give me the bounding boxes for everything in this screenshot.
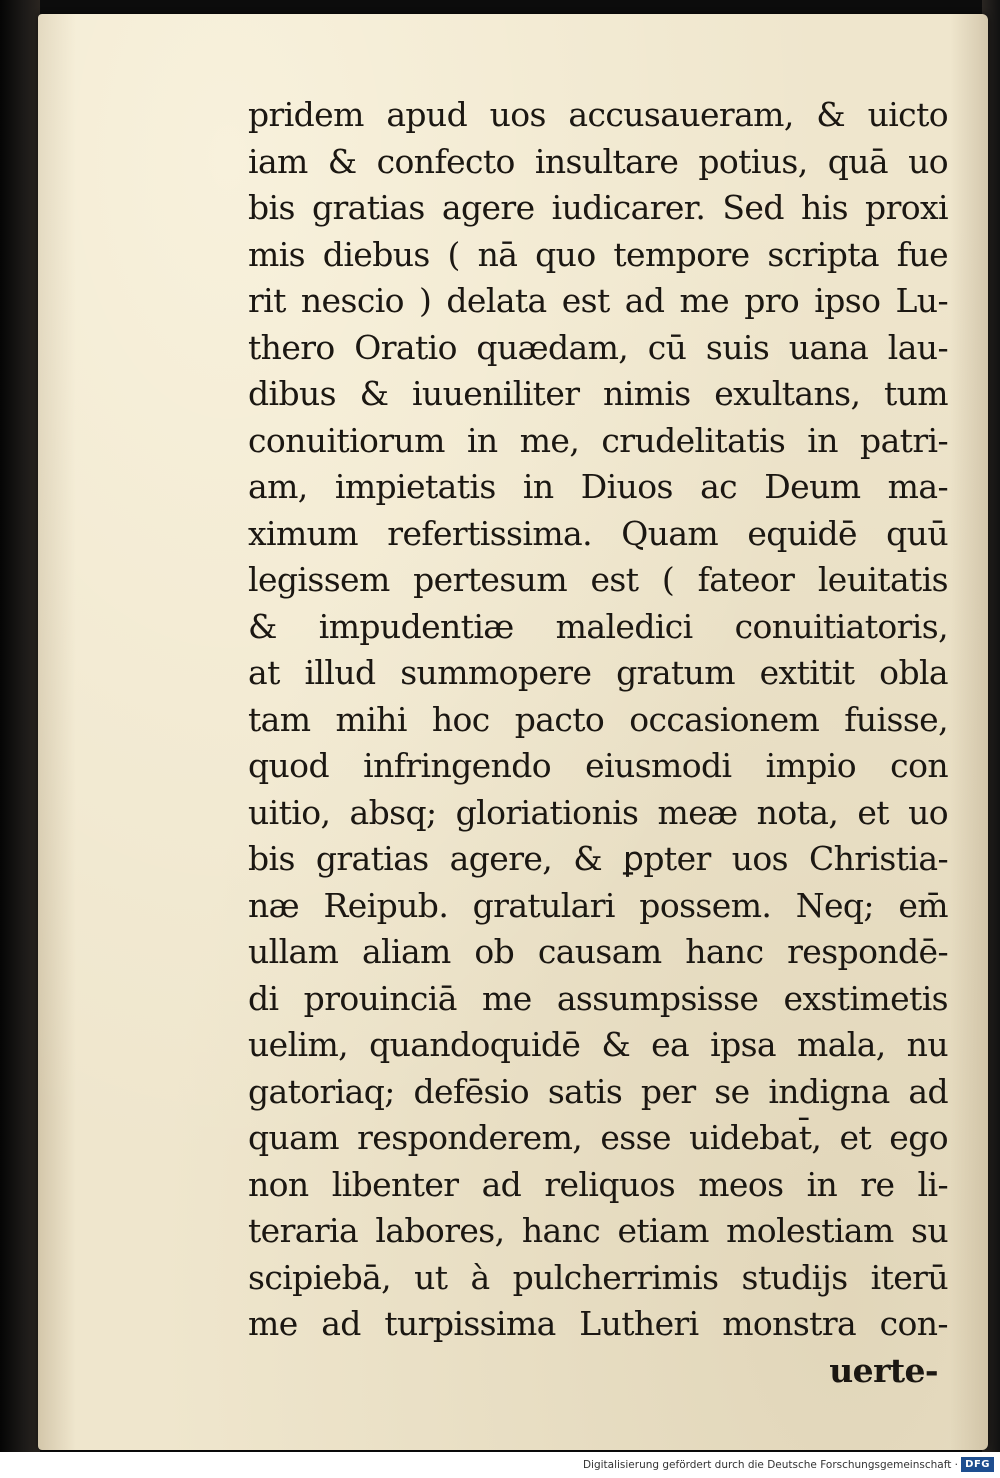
dfg-logo-icon: DFG bbox=[961, 1457, 994, 1472]
text-line-13: at illud summopere gratum extitit obla bbox=[248, 653, 948, 692]
text-line-10: ximum refertissima. Quam equidē quū bbox=[248, 513, 948, 553]
text-line-9: am, impietatis in Diuos ac Deum ma- bbox=[248, 467, 948, 506]
text-line-19: ullam aliam ob causam hanc respondē- bbox=[248, 932, 948, 971]
text-line-25: teraria labores, hanc etiam molestiam su bbox=[248, 1211, 948, 1250]
catchword: uerte- bbox=[829, 1350, 938, 1390]
book-page bbox=[38, 14, 988, 1450]
text-line-8: conuitiorum in me, crudelitatis in patri- bbox=[248, 420, 948, 460]
text-line-5: rit nescio ) delata est ad me pro ipso Lu- bbox=[248, 281, 948, 320]
text-line-6: thero Oratio quædam, cū suis uana lau- bbox=[248, 327, 948, 367]
text-line-12: & impudentiæ maledici conuitiatoris, bbox=[248, 606, 948, 646]
text-line-21: uelim, quandoquidē & ea ipsa mala, nu bbox=[248, 1025, 948, 1064]
text-line-11: legissem pertesum est ( fateor leuitatis bbox=[248, 560, 948, 599]
text-line-17: bis gratias agere, & ꝑpter uos Christia- bbox=[248, 839, 948, 878]
text-line-27: me ad turpissima Lutheri monstra con- bbox=[248, 1304, 948, 1343]
text-line-23: quam responderem, esse uidebat̄, et ego bbox=[248, 1118, 948, 1157]
text-line-7: dibus & iuueniliter nimis exultans, tum bbox=[248, 374, 948, 413]
text-line-3: bis gratias agere iudicarer. Sed his proxi bbox=[248, 188, 948, 227]
book-spine-edge bbox=[0, 0, 40, 1478]
text-line-1: pridem apud uos accusaueram, & uicto bbox=[248, 95, 948, 134]
text-line-24: non libenter ad reliquos meos in re li- bbox=[248, 1164, 948, 1204]
page-text-block bbox=[248, 92, 948, 1394]
text-line-20: di prouinciā me assumpsisse exstimetis bbox=[248, 978, 948, 1018]
text-line-26: scipiebā, ut à pulcherrimis studijs iterū bbox=[248, 1257, 948, 1297]
text-line-22: gatoriaq; defēsio satis per se indigna ad bbox=[248, 1071, 948, 1111]
text-line-2: iam & confecto insultare potius, quā uo bbox=[248, 141, 948, 181]
text-line-16: uitio, absq; gloriationis meæ nota, et uo bbox=[248, 792, 948, 832]
text-line-18: næ Reipub. gratulari possem. Neq; em̄ bbox=[248, 885, 948, 925]
funding-credit: Digitalisierung gefördert durch die Deutsche Forschungsgemeinschaft · bbox=[582, 1459, 958, 1471]
text-line-15: quod infringendo eiusmodi impio con bbox=[248, 746, 948, 785]
text-line-4: mis diebus ( nā quo tempore scripta fue bbox=[248, 234, 948, 274]
footer-bar bbox=[0, 1452, 1000, 1478]
text-line-14: tam mihi hoc pacto occasionem fuisse, bbox=[248, 699, 948, 739]
